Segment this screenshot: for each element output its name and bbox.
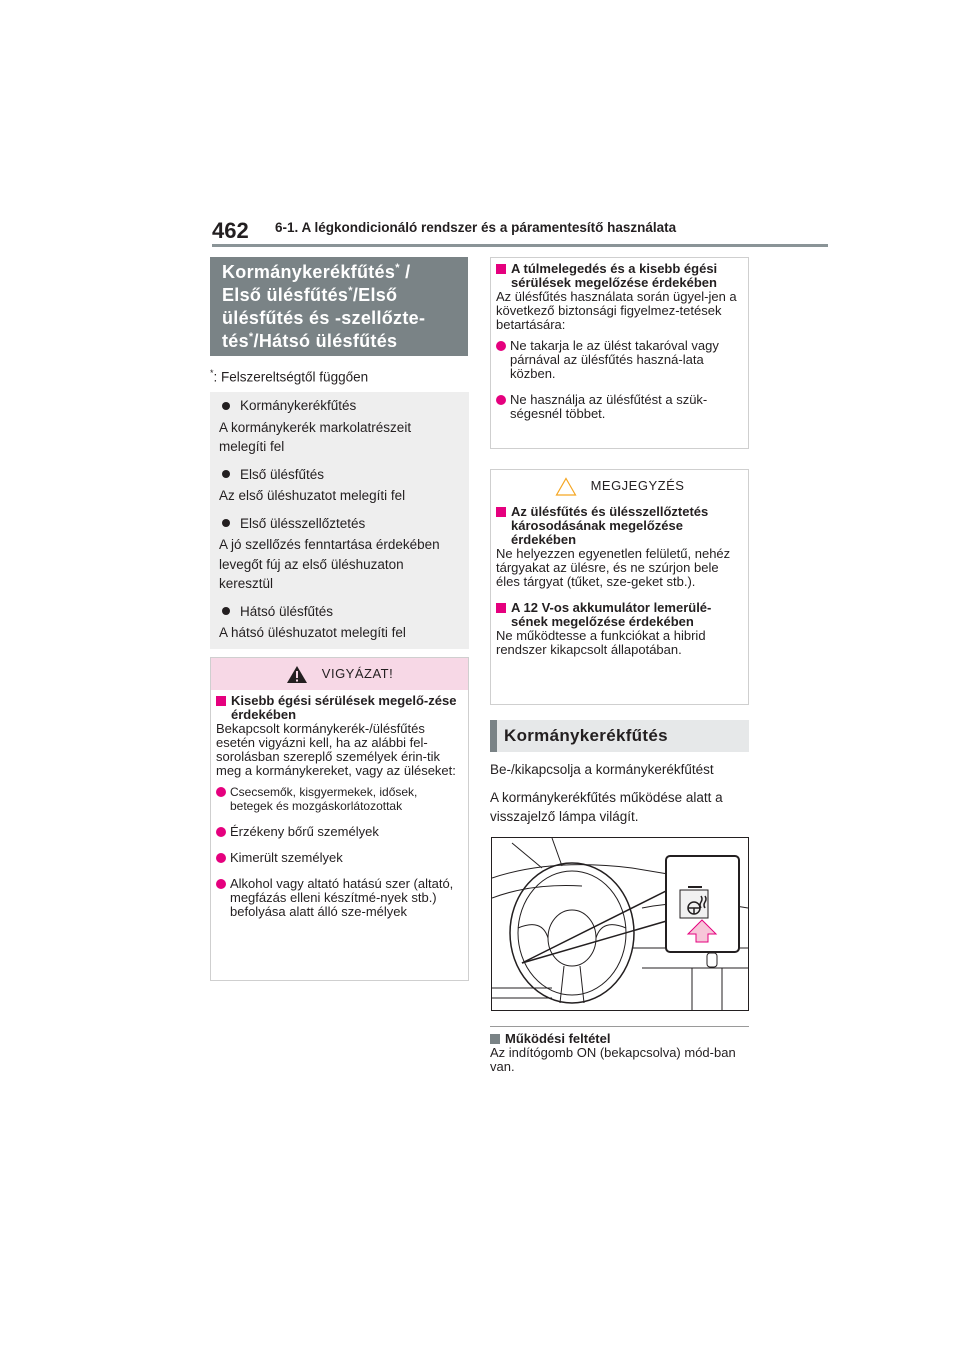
chapter-title: 6-1. A légkondicionáló rendszer és a páramentesítő használata bbox=[275, 220, 677, 235]
heading-text: A 12 V-os akkumulátor lemerülé-sének megelőzése érdekében bbox=[511, 600, 712, 629]
title-line-2-end: /Első bbox=[352, 285, 398, 305]
title-line-2: Első ülésfűtés bbox=[222, 285, 349, 305]
feature-list bbox=[210, 392, 469, 649]
feature-desc: A kormánykerék markolatrészeit melegíti fel bbox=[219, 419, 412, 454]
warning-label: VIGYÁZAT! bbox=[321, 666, 394, 681]
warning-text: Az ülésfűtés használata során ügyel-jen a következő biztonsági figyelmez-tetések betartására: bbox=[496, 289, 737, 332]
footnote-star: * bbox=[210, 368, 214, 378]
feature-desc: A jó szellőzés fenntartása érdekében levegőt fúj az első üléshuzaton keresztül bbox=[219, 537, 440, 591]
square-bullet-icon bbox=[490, 1034, 500, 1044]
feature-name: Hátsó ülésfűtés bbox=[240, 603, 334, 619]
warning-box-continued bbox=[490, 257, 749, 449]
square-bullet-icon bbox=[216, 696, 226, 706]
heading-text: Működési feltétel bbox=[505, 1031, 611, 1046]
heading-text: Kisebb égési sérülések megelő-zése érdekében bbox=[231, 693, 457, 722]
condition-heading bbox=[490, 1032, 749, 1046]
title-line-4-end: /Hátsó ülésfűtés bbox=[253, 331, 398, 351]
feature-name: Első ülésszellőztetés bbox=[240, 515, 366, 531]
heading-text: Az ülésfűtés és ülésszellőztetés károsodásának megelőzése érdekében bbox=[511, 504, 709, 547]
condition-text: Az indítógomb ON (bekapcsolva) mód-ban van. bbox=[490, 1045, 736, 1074]
bullet-icon bbox=[222, 607, 230, 615]
warning-header bbox=[211, 658, 468, 690]
list-item-text: Ne használja az ülésfűtést a szük-ségesnél többet. bbox=[510, 392, 708, 421]
notice-box bbox=[490, 469, 749, 705]
title-line-1: Kormánykerékfűtés bbox=[222, 262, 396, 282]
title-line-3: ülésfűtés és -szellőzte- bbox=[222, 308, 426, 328]
notice-header bbox=[491, 470, 748, 502]
warning-triangle-icon bbox=[286, 665, 308, 684]
feature-item bbox=[219, 465, 469, 485]
header-rule bbox=[212, 244, 828, 247]
section-title-heating bbox=[210, 257, 468, 356]
notice-section-heading bbox=[496, 601, 740, 629]
notice-text: Ne helyezzen egyenetlen felületű, nehéz tárgyakat az ülésre, és ne szúrjon bele éles tárgyat (tűket, sze-geket stb.). bbox=[496, 546, 731, 589]
warning-section-heading bbox=[216, 694, 460, 722]
square-bullet-icon bbox=[496, 264, 506, 274]
list-item bbox=[496, 339, 740, 381]
heading-text: A túlmelegedés és a kisebb égési sérülések megelőzése érdekében bbox=[511, 261, 718, 290]
title-line-4: tés bbox=[222, 331, 249, 351]
feature-name: Kormánykerékfűtés bbox=[240, 398, 357, 413]
feature-item bbox=[219, 602, 469, 622]
warning-section-heading bbox=[496, 262, 740, 290]
dashboard-illustration bbox=[491, 837, 749, 1011]
bullet-icon bbox=[216, 827, 226, 837]
list-item-text: Csecsemők, kisgyermekek, idősek, betegek és mozgáskorlátozottak bbox=[230, 785, 418, 813]
bullet-icon bbox=[222, 519, 230, 527]
list-item bbox=[496, 393, 740, 421]
list-item bbox=[216, 877, 460, 919]
bullet-icon bbox=[216, 879, 226, 889]
bullet-icon bbox=[496, 341, 506, 351]
feature-desc: A hátsó üléshuzatot melegíti fel bbox=[219, 625, 406, 640]
notice-text: Ne működtesse a funkciókat a hibrid rendszer kikapcsolt állapotában. bbox=[496, 628, 706, 657]
bullet-icon bbox=[496, 395, 506, 405]
title-star: * bbox=[348, 285, 353, 297]
feature-desc: Az első üléshuzatot melegíti fel bbox=[219, 488, 406, 503]
list-item bbox=[216, 785, 460, 813]
section-title-steering-heater: Kormánykerékfűtés bbox=[490, 720, 749, 752]
list-item-text: Alkohol vagy altató hatású szer (altató, megfázás elleni készítmé-nyek stb.) befolyása alatt álló sze-mélyek bbox=[230, 876, 454, 919]
list-item-text: Ne takarja le az ülést takaróval vagy párnával az ülésfűtés haszná-lata közben. bbox=[510, 338, 719, 381]
square-bullet-icon bbox=[496, 603, 506, 613]
bullet-icon bbox=[222, 470, 230, 478]
list-item-text: Érzékeny bőrű személyek bbox=[230, 824, 379, 839]
title-star: * bbox=[395, 262, 400, 274]
title-star: * bbox=[248, 331, 254, 343]
warning-box bbox=[210, 657, 469, 981]
list-item-text: Kimerült személyek bbox=[230, 850, 343, 865]
feature-name: Első ülésfűtés bbox=[240, 466, 325, 482]
feature-item bbox=[219, 514, 469, 534]
square-bullet-icon bbox=[496, 507, 506, 517]
list-item bbox=[216, 851, 460, 865]
section-body bbox=[490, 760, 752, 835]
notice-label: MEGJEGYZÉS bbox=[590, 478, 685, 493]
notice-triangle-icon bbox=[555, 477, 577, 496]
divider bbox=[490, 1026, 749, 1027]
steering-wheel-illustration bbox=[492, 838, 748, 1010]
footnote bbox=[210, 368, 368, 385]
warning-text: Bekapcsolt kormánykerék-/ülésfűtés esetén vigyázni kell, ha az alábbi fel-sorolásban szereplő személyek érin-tik meg a kormánykereket, vagy az üléseket: bbox=[216, 721, 456, 778]
body-paragraph: A kormánykerékfűtés működése alatt a visszajelző lámpa világít. bbox=[490, 789, 723, 824]
footnote-text: : Felszereltségtől függően bbox=[213, 369, 369, 385]
list-item bbox=[216, 825, 460, 839]
bullet-icon bbox=[216, 787, 226, 797]
notice-section-heading bbox=[496, 505, 740, 547]
condition-section bbox=[490, 1032, 749, 1074]
title-line-1-end: / bbox=[399, 262, 411, 282]
bullet-icon bbox=[222, 402, 230, 410]
page-number: 462 bbox=[212, 218, 249, 243]
bullet-icon bbox=[216, 853, 226, 863]
feature-item bbox=[219, 396, 469, 416]
body-paragraph: Be-/kikapcsolja a kormánykerékfűtést bbox=[490, 762, 714, 777]
